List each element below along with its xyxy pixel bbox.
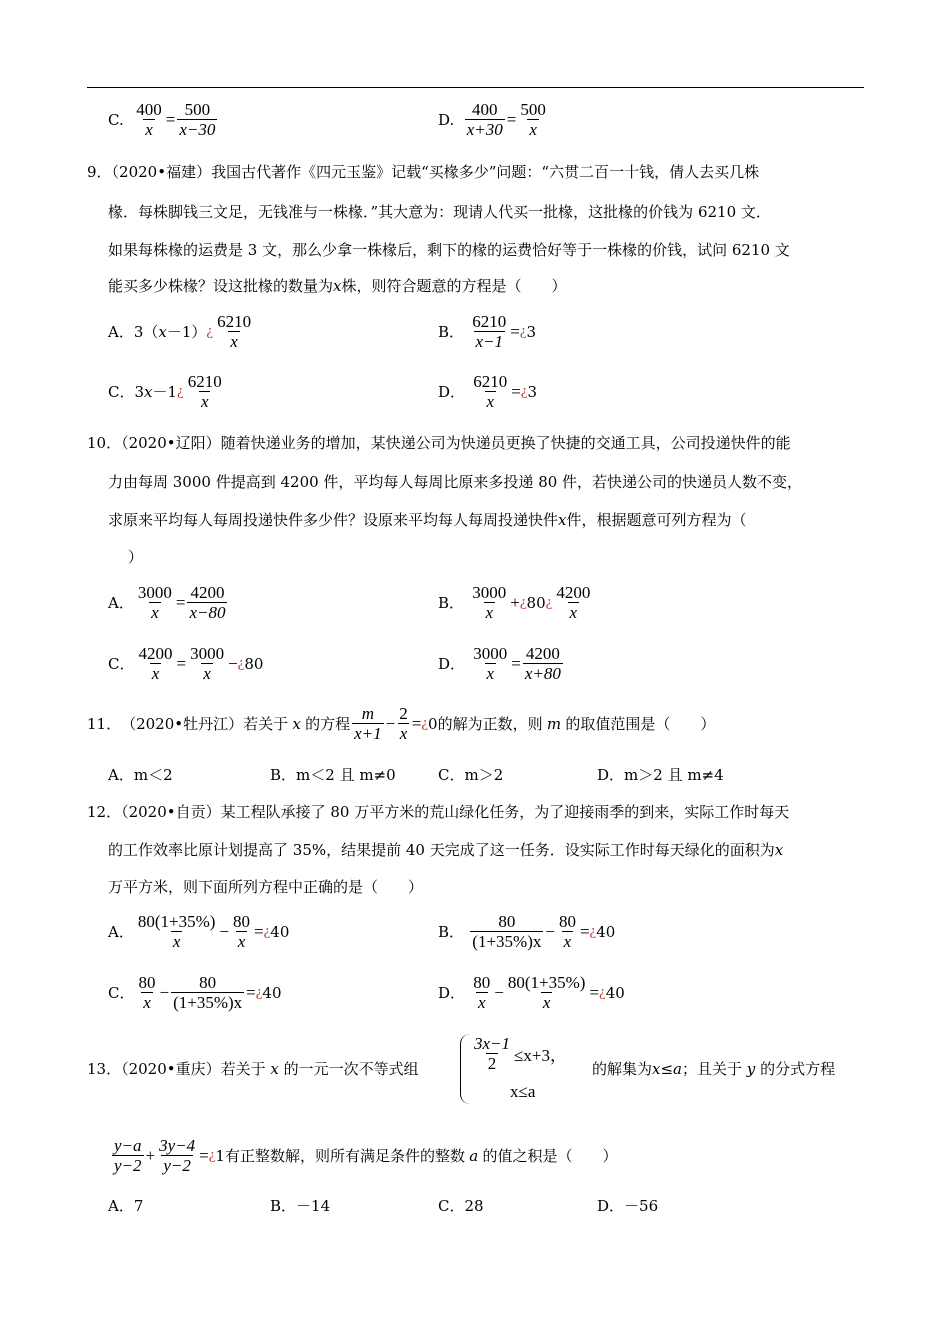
q13-option-b: B．－14 bbox=[270, 1197, 331, 1215]
fraction: $\frac{80}{x}$ bbox=[473, 973, 491, 1012]
q13-option-d: D．－56 bbox=[597, 1197, 659, 1215]
q12-option-b: B． $\frac{80}{(1+35\%)x}$ − $\frac{80}{x}$ = ¿ 40 bbox=[438, 912, 616, 951]
fraction: $\frac{6210}{x}$ bbox=[217, 312, 252, 351]
q10-line-3: 求原来平均每人每周投递快件多少件？设原来平均每人每周投递快件x件，根据题意可列方程为（ bbox=[108, 511, 747, 529]
q10-option-c: C． $\frac{4200}{x}$ = $\frac{3000}{x}$ − ¿ 80 bbox=[108, 644, 264, 683]
fraction: $\frac{4200}{x-80}$ bbox=[189, 583, 226, 622]
q13-equation: $\frac{y-a}{y-2}$ + $\frac{3y-4}{y-2}$ = ¿ 1 有正整数解，则所有满足条件的整数 a 的值之积是（ ） bbox=[114, 1136, 618, 1175]
fraction: $\frac{3x-1}{2}$ bbox=[474, 1034, 511, 1073]
fraction: $\frac{2}{x}$ bbox=[399, 704, 408, 743]
q11-option-b: B．m＜2 且 m≠0 bbox=[270, 766, 396, 784]
option-label: D. bbox=[438, 110, 455, 129]
fraction: $\frac{80}{x}$ bbox=[558, 912, 576, 951]
q10-option-b: B． $\frac{3000}{x}$ + ¿ 80 ¿ $\frac{4200}{x}$ bbox=[438, 583, 591, 622]
q12-line-2: 的工作效率比原计划提高了 35%，结果提前 40 天完成了这一任务．设实际工作时每天绿化的面积为x bbox=[108, 841, 784, 859]
fraction: $\frac{500}{x-30}$ bbox=[179, 100, 216, 139]
fraction: $\frac{4200}{x+80}$ bbox=[524, 644, 561, 683]
fraction: $\frac{4200}{x}$ bbox=[138, 644, 173, 683]
fraction: $\frac{y-a}{y-2}$ bbox=[114, 1136, 142, 1175]
q9-option-a: A． 3（ x －1） ¿ $\frac{6210}{x}$ bbox=[108, 312, 252, 351]
fraction: $\frac{80(1+35\%)}{x}$ bbox=[507, 973, 586, 1012]
q9-line-3: 如果每株椽的运费是 3 文，那么少拿一株椽后，剩下的椽的运费恰好等于一株椽的价钱，试问 6210 文 bbox=[108, 241, 790, 259]
fraction: $\frac{4200}{x}$ bbox=[556, 583, 591, 622]
q9-option-c: C． 3 x －1 ¿ $\frac{6210}{x}$ bbox=[108, 372, 222, 411]
q10-line-2: 力由每周 3000 件提高到 4200 件，平均每人每周比原来多投递 80 件，若快递公司的快递员人数不变， bbox=[108, 473, 803, 491]
q11-option-d: D．m＞2 且 m≠4 bbox=[597, 766, 724, 784]
q9-option-d: D． $\frac{6210}{x}$ = ¿ 3 bbox=[438, 372, 538, 411]
q10-option-d: D． $\frac{3000}{x}$ = $\frac{4200}{x+80}$ bbox=[438, 644, 561, 683]
fraction: $\frac{400}{x}$ bbox=[136, 100, 162, 139]
q11-option-c: C．m＞2 bbox=[438, 766, 504, 784]
inequality-row-1: $\frac{3x-1}{2}$ ≤x+3， bbox=[474, 1034, 567, 1073]
q9-option-b: B． $\frac{6210}{x-1}$ = ¿ 3 bbox=[438, 312, 537, 351]
q13-option-c: C．28 bbox=[438, 1197, 484, 1215]
q13-stem-1: 13．（2020•重庆）若关于 x 的一元一次不等式组 bbox=[87, 1060, 419, 1078]
q11-option-a: A．m＜2 bbox=[108, 766, 173, 784]
q13-stem-2: 的解集为x≤a；且关于 y 的分式方程 bbox=[592, 1060, 836, 1078]
fraction: $\frac{80}{(1+35\%)x}$ bbox=[472, 912, 542, 951]
q9-line-4: 能买多少株椽？设这批椽的数量为x株，则符合题意的方程是（ ） bbox=[108, 277, 567, 295]
fraction: $\frac{6210}{x}$ bbox=[473, 372, 508, 411]
fraction: $\frac{3000}{x}$ bbox=[472, 583, 507, 622]
fraction: $\frac{3000}{x}$ bbox=[137, 583, 172, 622]
fraction: $\frac{80}{(1+35\%)x}$ bbox=[173, 973, 243, 1012]
fraction: $\frac{6210}{x-1}$ bbox=[472, 312, 507, 351]
q12-option-a: A． $\frac{80(1+35\%)}{x}$ − $\frac{80}{x}$ = ¿ 40 bbox=[108, 912, 290, 951]
q13-option-a: A．7 bbox=[108, 1197, 144, 1215]
option-label: C. bbox=[108, 110, 124, 129]
fraction: $\frac{m}{x+1}$ bbox=[354, 704, 382, 743]
fraction: $\frac{400}{x+30}$ bbox=[466, 100, 503, 139]
fraction: $\frac{500}{x}$ bbox=[520, 100, 546, 139]
q12-option-d: D． $\frac{80}{x}$ − $\frac{80(1+35\%)}{x}$ = ¿ 40 bbox=[438, 973, 625, 1012]
q8-option-c: C. $\frac{400}{x}$ = $\frac{500}{x-30}$ bbox=[108, 100, 216, 139]
fraction: $\frac{6210}{x}$ bbox=[187, 372, 222, 411]
q12-line-3: 万平方米，则下面所列方程中正确的是（ ） bbox=[108, 878, 424, 896]
fraction: $\frac{80(1+35\%)}{x}$ bbox=[137, 912, 216, 951]
fraction: $\frac{3y-4}{y-2}$ bbox=[159, 1136, 196, 1175]
q10-line-1: 10．（2020•辽阳）随着快递业务的增加，某快递公司为快递员更换了快捷的交通工具，公司投递快件的能 bbox=[87, 434, 791, 452]
q9-line-1: 9．（2020•福建）我国古代著作《四元玉鉴》记载“买椽多少”问题：“六贯二百一十钱，倩人去买几株 bbox=[87, 163, 760, 181]
q12-line-1: 12．（2020•自贡）某工程队承接了 80 万平方米的荒山绿化任务，为了迎接雨季的到来，实际工作时每天 bbox=[87, 803, 790, 821]
fraction: $\frac{80}{x}$ bbox=[138, 973, 156, 1012]
q11-stem: 11． （2020•牡丹江） 若关于 x 的方程 $\frac{m}{x+1}$ − $\frac{2}{x}$ = ¿ 0 的解为正数，则 m 的取值范围是（ ） bbox=[87, 704, 716, 743]
q10-line-4: ） bbox=[128, 548, 144, 566]
fraction: $\frac{3000}{x}$ bbox=[190, 644, 225, 683]
q10-option-a: A． $\frac{3000}{x}$ = $\frac{4200}{x-80}$ bbox=[108, 583, 226, 622]
fraction: $\frac{3000}{x}$ bbox=[473, 644, 508, 683]
inequality-row-2: x≤a bbox=[510, 1082, 536, 1101]
q9-line-2: 椽．每株脚钱三文足，无钱准与一株椽．”其大意为：现请人代买一批椽，这批椽的价钱为 6210 文． bbox=[108, 203, 771, 221]
q12-option-c: C． $\frac{80}{x}$ − $\frac{80}{(1+35\%)x}$ = ¿ 40 bbox=[108, 973, 282, 1012]
header-rule bbox=[87, 87, 864, 88]
q8-option-d: D. $\frac{400}{x+30}$ = $\frac{500}{x}$ bbox=[438, 100, 546, 139]
fraction: $\frac{80}{x}$ bbox=[233, 912, 251, 951]
